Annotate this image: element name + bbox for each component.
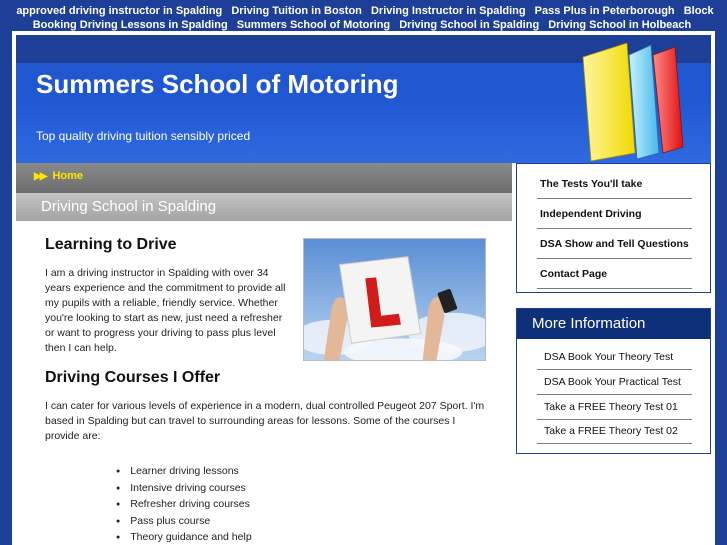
nav-home-link[interactable] (34, 170, 83, 182)
list-item: ● Refresher driving courses (116, 497, 252, 514)
heading-learning-to-drive: Learning to Drive (45, 236, 177, 253)
top-keyword-links (0, 0, 727, 32)
more-info-label: Take a FREE Theory Test 02 (544, 425, 678, 437)
more-info-label: DSA Book Your Practical Test (544, 376, 681, 388)
main-content (16, 221, 512, 545)
top-link[interactable]: Driving Tuition in Boston (231, 5, 362, 17)
top-link[interactable]: Driving Instructor in Spalding (370, 5, 526, 17)
top-link[interactable]: Summers School of Motoring (236, 19, 391, 31)
more-info-link-free-test-02[interactable] (537, 419, 692, 444)
sidebar-item-independent-driving[interactable] (537, 199, 692, 229)
site-tagline: Top quality driving tuition sensibly priced (36, 129, 251, 143)
list-item: ● Learner driving lessons (116, 464, 252, 481)
site-header (16, 35, 711, 163)
sidebar-item-label: Contact Page (540, 268, 608, 280)
courses-paragraph: I can cater for various levels of experience in a modern, dual controlled Peugeot 207 Sport. I'm based in Spalding but can travel to surrounding areas for lessons. Some of the courses I provide are: (45, 400, 485, 442)
site-title: Summers School of Motoring (36, 69, 399, 99)
heading-driving-courses: Driving Courses I Offer (45, 369, 221, 386)
top-link[interactable]: approved driving instructor in Spalding (16, 5, 223, 17)
course-list (116, 464, 252, 545)
sidebar-item-tests[interactable] (537, 169, 692, 199)
list-item: ● Theory guidance and help (116, 530, 252, 545)
more-info-link-practical-test[interactable] (537, 370, 692, 395)
colored-cards-logo (571, 43, 693, 161)
list-item: ● Intensive driving courses (116, 481, 252, 498)
top-link[interactable]: Driving School in Spalding (399, 19, 540, 31)
page-title: Driving School in Spalding (41, 198, 217, 215)
more-information-box (516, 308, 711, 454)
double-arrow-icon: ▶▶ (34, 171, 46, 182)
top-link[interactable]: Block Booking Driving Lessons in Spalding (32, 5, 714, 31)
more-info-label: DSA Book Your Theory Test (544, 351, 674, 363)
more-info-link-free-test-01[interactable] (537, 395, 692, 420)
top-link[interactable]: Pass Plus in Peterborough (534, 5, 675, 17)
page-container (12, 31, 715, 545)
list-item: ● Pass plus course (116, 514, 252, 531)
sidebar-item-label: The Tests You'll take (540, 178, 643, 190)
learner-plate-photo (303, 238, 486, 361)
sidebar-item-label: Independent Driving (540, 208, 642, 220)
sidebar-menu (516, 163, 711, 293)
intro-paragraph: I am a driving instructor in Spalding with over 34 years experience and the commitment to provide all my pupils with a reliable, friendly service. Whether you're looking to start as new, just need a refresher or want to progress your driving to pass plus level then I can help. (45, 267, 286, 354)
page-title-bar (16, 193, 512, 221)
sidebar-item-contact[interactable] (537, 259, 692, 289)
nav-home-label: Home (52, 170, 84, 182)
top-link[interactable]: Driving School in Holbeach (548, 19, 692, 31)
more-info-label: Take a FREE Theory Test 01 (544, 401, 678, 413)
sidebar-item-show-and-tell[interactable] (537, 229, 692, 259)
more-info-link-theory-test[interactable] (537, 345, 692, 370)
sidebar-item-label: DSA Show and Tell Questions (540, 238, 689, 250)
nav-bar (16, 163, 512, 193)
more-information-title: More Information (517, 309, 710, 339)
